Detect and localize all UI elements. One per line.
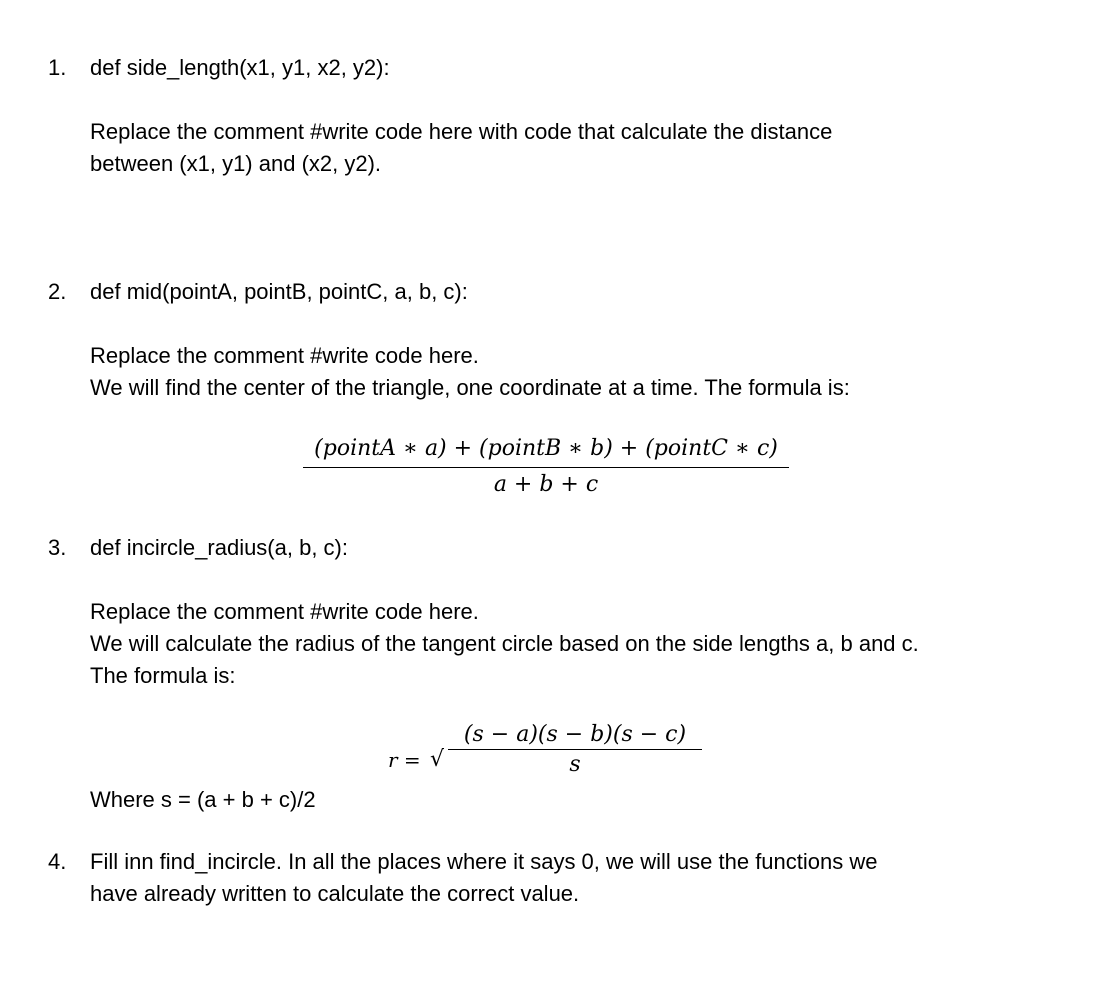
item-3-line-2: We will calculate the radius of the tangent circle based on the side lengths a, b and c.: [90, 631, 919, 656]
item-4-line-1: Fill inn find_incircle. In all the places where it says 0, we will use the functions we: [90, 849, 878, 874]
radius-formula-lhs: r =: [388, 748, 421, 772]
radius-formula-numerator: (s − a)(s − b)(s − c): [448, 722, 702, 750]
item-4-line-2: have already written to calculate the correct value.: [90, 881, 580, 906]
center-formula-denominator: a + b + c: [493, 472, 599, 497]
sqrt-icon: √: [430, 747, 445, 772]
item-1-heading: def side_length(x1, y1, x2, y2):: [90, 55, 390, 80]
item-1-line-1: Replace the comment #write code here with code that calculate the distance: [90, 119, 833, 144]
radius-formula-denominator: s: [569, 752, 581, 777]
item-2-number: 2.: [48, 279, 67, 304]
item-4-number: 4.: [48, 849, 67, 874]
item-3-note: Where s = (a + b + c)/2: [90, 787, 316, 812]
center-formula-numerator: (pointA ∗ a) + (pointB ∗ b) + (pointC ∗ c): [303, 436, 789, 468]
item-3-number: 3.: [48, 535, 67, 560]
item-2-line-1: Replace the comment #write code here.: [90, 343, 479, 368]
center-formula: [303, 436, 789, 497]
radius-formula: [448, 722, 702, 777]
item-1-line-2: between (x1, y1) and (x2, y2).: [90, 151, 382, 176]
item-3-line-1: Replace the comment #write code here.: [90, 599, 479, 624]
item-3-heading: def incircle_radius(a, b, c):: [90, 535, 348, 560]
item-3-line-3: The formula is:: [90, 663, 236, 688]
item-2-heading: def mid(pointA, pointB, pointC, a, b, c):: [90, 279, 468, 304]
item-1-number: 1.: [48, 55, 67, 80]
item-2-line-2: We will find the center of the triangle, one coordinate at a time. The formula is:: [90, 375, 850, 400]
